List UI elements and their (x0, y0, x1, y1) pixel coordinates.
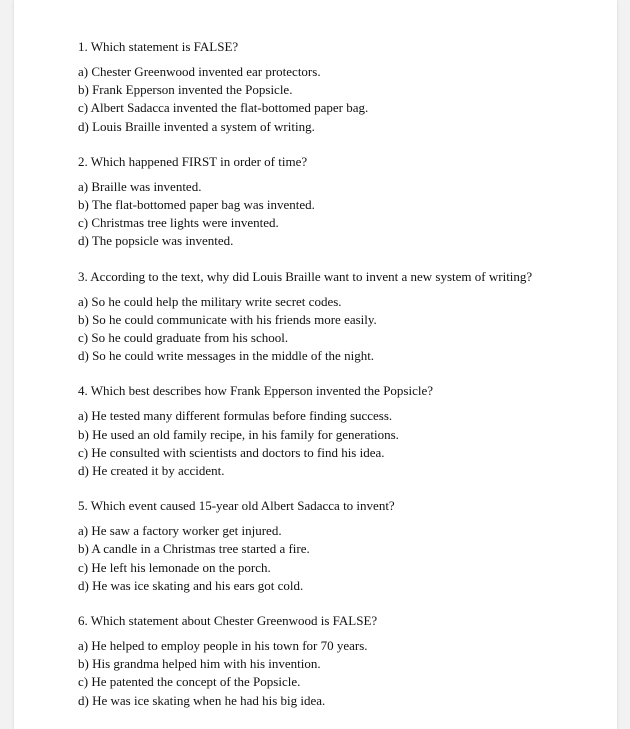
answer-option: d) Louis Braille invented a system of writing. (78, 118, 315, 134)
answer-option: b) Frank Epperson invented the Popsicle. (78, 82, 293, 98)
question-text: 3. According to the text, why did Louis Braille want to invent a new system of writing? (78, 268, 533, 284)
answer-option: b) He used an old family recipe, in his family for generations. (78, 426, 399, 442)
question-3 (78, 268, 608, 366)
answer-option: a) He tested many different formulas before finding success. (78, 408, 393, 424)
answer-option: c) He consulted with scientists and doctors to find his idea. (78, 444, 385, 460)
answer-option: c) He left his lemonade on the porch. (78, 559, 271, 575)
question-4 (78, 382, 608, 480)
question-6 (78, 612, 608, 710)
answer-option: a) Braille was invented. (78, 178, 202, 194)
question-2 (78, 153, 608, 251)
quiz-content (78, 38, 608, 727)
answer-option: a) So he could help the military write secret codes. (78, 293, 342, 309)
answer-option: c) He patented the concept of the Popsicle. (78, 674, 301, 690)
answer-option: b) The flat-bottomed paper bag was invented. (78, 197, 315, 213)
answer-option: d) He was ice skating when he had his big idea. (78, 692, 326, 708)
question-text: 6. Which statement about Chester Greenwood is FALSE? (78, 613, 378, 629)
answer-option: d) The popsicle was invented. (78, 233, 234, 249)
question-text: 2. Which happened FIRST in order of time? (78, 153, 308, 169)
answer-option: a) He saw a factory worker get injured. (78, 523, 282, 539)
answer-option: d) So he could write messages in the middle of the night. (78, 348, 375, 364)
document-page (14, 0, 617, 729)
answer-option: c) Christmas tree lights were invented. (78, 215, 279, 231)
question-5 (78, 497, 608, 595)
answer-option: d) He was ice skating and his ears got cold. (78, 577, 304, 593)
answer-option: c) So he could graduate from his school. (78, 330, 289, 346)
answer-option: d) He created it by accident. (78, 463, 225, 479)
answer-option: c) Albert Sadacca invented the flat-bottomed paper bag. (78, 100, 369, 116)
question-text: 1. Which statement is FALSE? (78, 39, 239, 54)
question-text: 4. Which best describes how Frank Epperson invented the Popsicle? (78, 383, 434, 399)
question-1 (78, 38, 608, 136)
answer-option: a) He helped to employ people in his town for 70 years. (78, 638, 368, 654)
answer-option: b) A candle in a Christmas tree started a fire. (78, 541, 310, 557)
answer-option: b) His grandma helped him with his invention. (78, 656, 321, 672)
answer-option: b) So he could communicate with his friends more easily. (78, 311, 377, 327)
answer-option: a) Chester Greenwood invented ear protectors. (78, 64, 321, 79)
question-text: 5. Which event caused 15-year old Albert Sadacca to invent? (78, 498, 395, 514)
